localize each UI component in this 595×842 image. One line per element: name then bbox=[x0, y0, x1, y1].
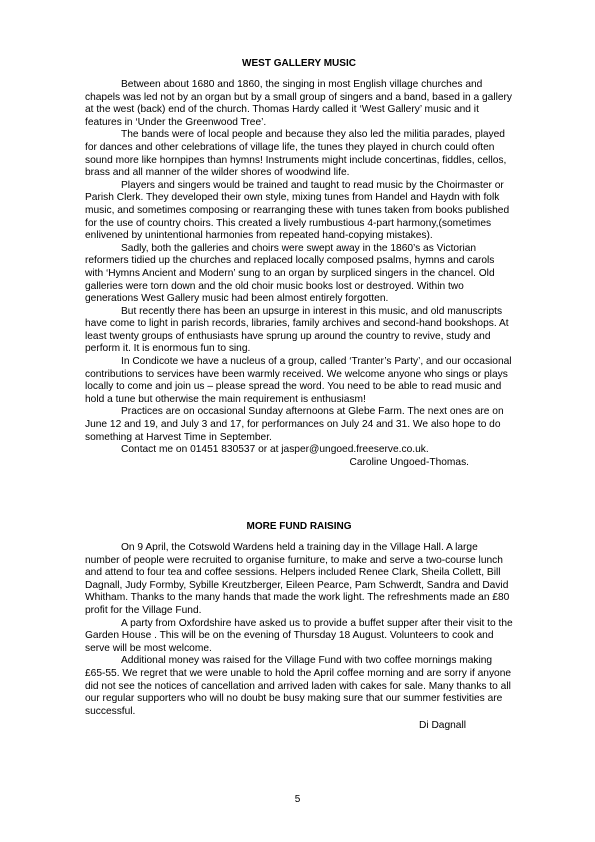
paragraph: Additional money was raised for the Village Fund with two coffee mornings making £65-55. We regret that we were unable to hold the April coffee morning and are sorry if anyone did not see the notices of cancellation and arrived laden with cakes for sale. Many thanks to all our regular supporters who will no doubt be busy making sure that our summer festivities are successful. bbox=[85, 655, 512, 717]
contact-line: Contact me on 01451 830537 or at jasper@ungoed.freeserve.co.uk. bbox=[121, 444, 429, 456]
paragraph: Sadly, both the galleries and choirs were swept away in the 1860’s as Victorian reformers tidied up the churches and replaced locally composed psalms, hymns and carols with ‘Hymns Ancient and Modern’ sung to an organ by surpliced singers in the chancel. Old galleries were torn down and the old choir music books lost or destroyed. Within two generations West Gallery music had been almost entirely forgotten. bbox=[85, 242, 495, 305]
article-more-fund-raising bbox=[85, 520, 513, 733]
paragraph: A party from Oxfordshire have asked us to provide a buffet supper after their visit to the Garden House . This will be on the evening of Thursday 18 August. Volunteers to cook and serve will be most welcome. bbox=[85, 617, 513, 654]
author-signature: Di Dagnall bbox=[419, 720, 466, 732]
paragraph: In Condicote we have a nucleus of a group, called ‘Tranter’s Party’, and our occasional contributions to services have been warmly received. We welcome anyone who sings or plays locally to come and join us – please spread the word. You need to be able to read music and hold a tune but otherwise the main requirement is enthusiasm! bbox=[85, 356, 512, 405]
paragraph: Practices are on occasional Sunday afternoons at Glebe Farm. The next ones are on June 12 and 19, and July 3 and 17, for performances on July 24 and 31. We also hope to do something at Harvest Time in September. bbox=[85, 406, 504, 443]
article-heading: WEST GALLERY MUSIC bbox=[242, 58, 356, 69]
author-signature: Caroline Ungoed-Thomas. bbox=[349, 456, 469, 468]
page-number: 5 bbox=[294, 794, 301, 805]
paragraph: On 9 April, the Cotswold Wardens held a training day in the Village Hall. A large number of people were recruited to organise furniture, to make and serve a two-course lunch and attend to four tea and coffee sessions. Helpers included Renee Clark, Sheila Collett, Bill Dagnall, Judy Formby, Sybille Kreutzberger, Eileen Pearce, Pam Schwerdt, Sandra and David Whitham. Thanks to the many hands that made the work light. The refreshments made an £80 profit for the Village Fund. bbox=[85, 542, 510, 616]
paragraph: Between about 1680 and 1860, the singing in most English village churches and chapels was led not by an organ but by a small group of singers and a band, based in a gallery at the west (back) end of the church. Thomas Hardy called it ‘West Gallery’ music and it features in ‘Under the Greenwood Tree’. bbox=[85, 79, 513, 128]
article-heading: MORE FUND RAISING bbox=[246, 521, 352, 532]
paragraph: But recently there has been an upsurge in interest in this music, and old manuscripts have come to light in parish records, libraries, family archives and second-hand bookshops. At least twenty groups of enthusiasts have sprung up around the country to revive, study and perform it. It is enormous fun to sing. bbox=[85, 305, 509, 355]
paragraph: The bands were of local people and because they also led the militia parades, played for dances and other celebrations of village life, the tunes they played in church could often sound more like hornpipes than hymns! Instruments might include concertinas, fiddles, cellos, brass and all manner of the wilder shores of woodwind life. bbox=[85, 129, 507, 179]
paragraph: Players and singers would be trained and taught to read music by the Choirmaster or Parish Clerk. They developed their own style, mixing tunes from Handel and Haydn with folk music, and sometimes composing or rearranging these with tunes taken from books published for the use of country choirs. This created a lively rumbustious 4-part harmony,(sometimes enlivened by unintentional harmonies from repeated hand-copying mistakes). bbox=[85, 179, 510, 242]
article-west-gallery-music bbox=[85, 57, 513, 469]
